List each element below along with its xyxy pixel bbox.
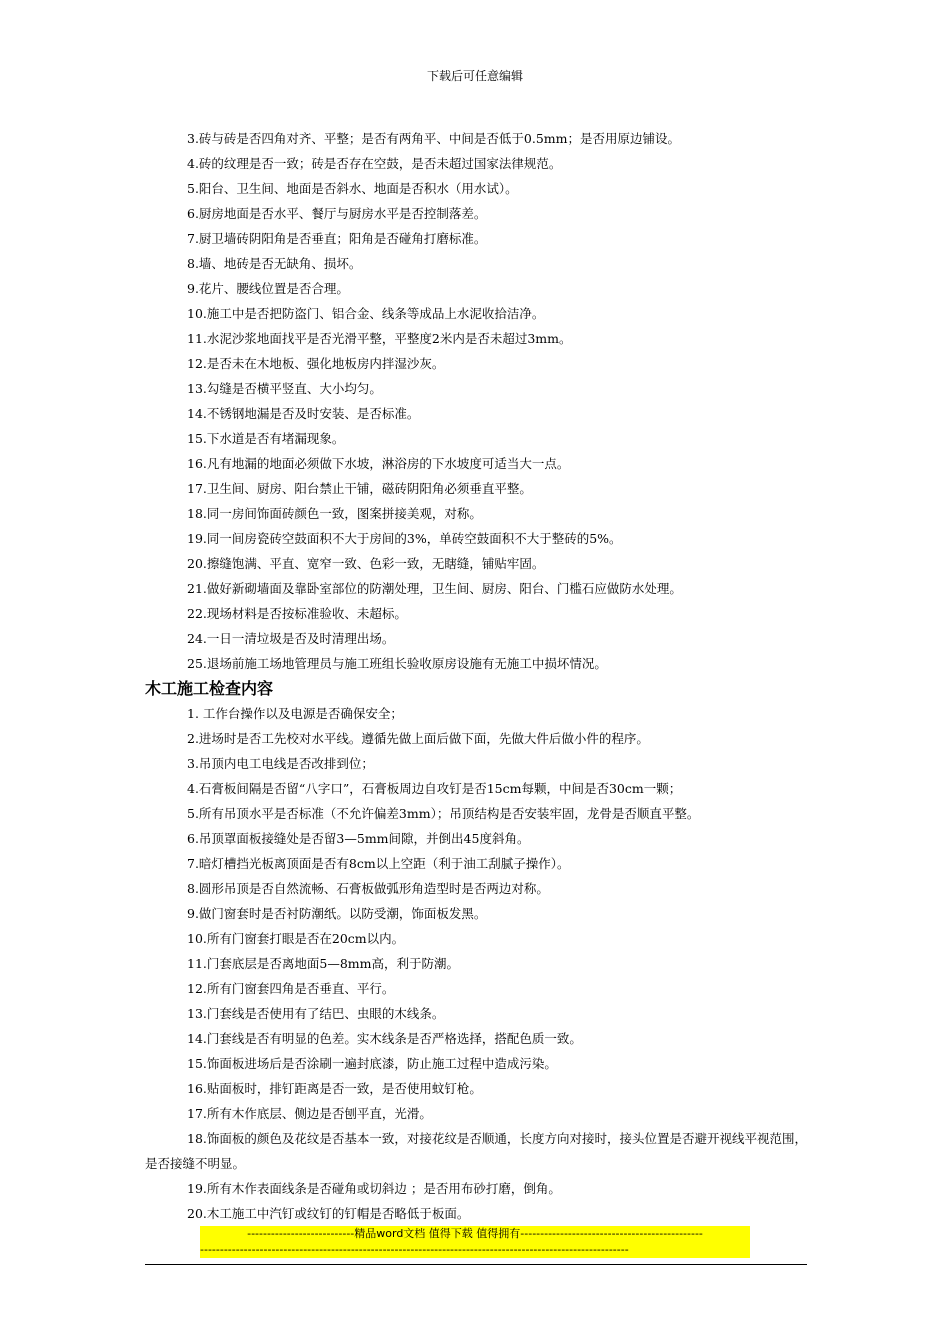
checklist-item: 14.门套线是否有明显的色差。实木线条是否严格选择，搭配色质一致。 bbox=[187, 1031, 582, 1046]
checklist-item: 13.门套线是否使用有了结巴、虫眼的木线条。 bbox=[187, 1006, 445, 1021]
checklist-item: 18.同一房间饰面砖颜色一致，图案拼接美观，对称。 bbox=[187, 506, 482, 521]
checklist-item: 9.花片、腰线位置是否合理。 bbox=[187, 281, 349, 296]
checklist-item: 2.进场时是否工先校对水平线。遵循先做上面后做下面，先做大件后做小件的程序。 bbox=[187, 731, 649, 746]
document-body bbox=[145, 126, 807, 1226]
checklist-item: 7.暗灯槽挡光板离顶面是否有8cm以上空距（利于油工刮腻子操作）。 bbox=[187, 856, 570, 871]
checklist-item: 15.下水道是否有堵漏现象。 bbox=[187, 431, 345, 446]
footer-banner bbox=[200, 1226, 750, 1258]
checklist-item: 16.贴面板时，排钉距离是否一致，是否使用蚊钉枪。 bbox=[187, 1081, 482, 1096]
checklist-item: 21.做好新砌墙面及靠卧室部位的防潮处理，卫生间、厨房、阳台、门槛石应做防水处理。 bbox=[187, 581, 682, 596]
checklist-item: 20.擦缝饱满、平直、宽窄一致、色彩一致，无瞎缝，铺贴牢固。 bbox=[187, 556, 545, 571]
checklist-item: 13.勾缝是否横平竖直、大小均匀。 bbox=[187, 381, 382, 396]
checklist-item: 6.厨房地面是否水平、餐厅与厨房水平是否控制落差。 bbox=[187, 206, 487, 221]
checklist-item: 3.砖与砖是否四角对齐、平整；是否有两角平、中间是否低于0.5mm；是否用原边铺设。 bbox=[187, 131, 681, 146]
checklist-item: 1. 工作台操作以及电源是否确保安全； bbox=[187, 706, 403, 721]
checklist-item: 10.施工中是否把防盗门、铝合金、线条等成品上水泥收拾洁净。 bbox=[187, 306, 545, 321]
checklist-item: 20.木工施工中汽钉或纹钉的钉帽是否略低于板面。 bbox=[187, 1206, 470, 1221]
footer-divider bbox=[145, 1264, 807, 1265]
checklist-item: 17.卫生间、厨房、阳台禁止干铺，磁砖阴阳角必须垂直平整。 bbox=[187, 481, 532, 496]
checklist-item: 6.吊顶罩面板接缝处是否留3—5mm间隙，并倒出45度斜角。 bbox=[187, 831, 530, 846]
checklist-item: 8.墙、地砖是否无缺角、损坏。 bbox=[187, 256, 362, 271]
checklist-item: 12.所有门窗套四角是否垂直、平行。 bbox=[187, 981, 395, 996]
checklist-item: 3.吊顶内电工电线是否改排到位； bbox=[187, 756, 374, 771]
checklist-item: 14.不锈钢地漏是否及时安装、是否标准。 bbox=[187, 406, 420, 421]
checklist-item: 24.一日一清垃圾是否及时清理出场。 bbox=[187, 631, 395, 646]
checklist-item: 19.所有木作表面线条是否碰角或切斜边 ；是否用布砂打磨，倒角。 bbox=[187, 1181, 561, 1196]
checklist-item: 12.是否未在木地板、强化地板房内拌湿沙灰。 bbox=[187, 356, 445, 371]
tile-checklist bbox=[145, 126, 807, 676]
checklist-item: 16.凡有地漏的地面必须做下水坡，淋浴房的下水坡度可适当大一点。 bbox=[187, 456, 570, 471]
section-heading: 木工施工检查内容 bbox=[145, 679, 274, 698]
footer-banner-line bbox=[200, 1226, 750, 1242]
checklist-item: 15.饰面板进场后是否涂刷一遍封底漆，防止施工过程中造成污染。 bbox=[187, 1056, 557, 1071]
footer-banner-text: 精品word文档 值得下载 值得拥有 bbox=[354, 1227, 521, 1240]
checklist-item: 8.圆形吊顶是否自然流畅、石膏板做弧形角造型时是否两边对称。 bbox=[187, 881, 549, 896]
checklist-item: 25.退场前施工场地管理员与施工班组长验收原房设施有无施工中损坏情况。 bbox=[187, 656, 607, 671]
checklist-item: 17.所有木作底层、侧边是否刨平直，光滑。 bbox=[187, 1106, 432, 1121]
page-header: 下载后可任意编辑 bbox=[426, 69, 523, 83]
checklist-item: 11.门套底层是否离地面5—8mm高，利于防潮。 bbox=[187, 956, 459, 971]
footer-dashes-left: --------------------------- bbox=[247, 1227, 355, 1240]
checklist-item: 5.所有吊顶水平是否标准（不允许偏差3mm）；吊顶结构是否安装牢固，龙骨是否顺直平整。 bbox=[187, 806, 700, 821]
checklist-item: 4.砖的纹理是否一致；砖是否存在空鼓，是否未超过国家法律规范。 bbox=[187, 156, 562, 171]
checklist-item: 19.同一间房瓷砖空鼓面积不大于房间的3%，单砖空鼓面积不大于整砖的5%。 bbox=[187, 531, 622, 546]
checklist-item-wrapped: 18.饰面板的颜色及花纹是否基本一致，对接花纹是否顺通，长度方向对接时，接头位置是否避开视线平视范围，是否接缝不明显。 bbox=[145, 1131, 807, 1171]
woodwork-checklist bbox=[145, 701, 807, 1226]
checklist-item: 22.现场材料是否按标准验收、未超标。 bbox=[187, 606, 407, 621]
footer-dashes-line: ------------------------------------------------------------------------------------------------------------ bbox=[200, 1243, 629, 1256]
checklist-item: 7.厨卫墙砖阴阳角是否垂直；阳角是否碰角打磨标准。 bbox=[187, 231, 487, 246]
checklist-item: 11.水泥沙浆地面找平是否光滑平整，平整度2米内是否未超过3mm。 bbox=[187, 331, 572, 346]
footer-dashes-right: ---------------------------------------------- bbox=[520, 1227, 703, 1240]
checklist-item: 10.所有门窗套打眼是否在20cm以内。 bbox=[187, 931, 405, 946]
checklist-item: 9.做门窗套时是否衬防潮纸。以防受潮，饰面板发黑。 bbox=[187, 906, 487, 921]
checklist-item: 4.石膏板间隔是否留“八字口”，石膏板周边自攻钉是否15cm每颗，中间是否30cm一颗； bbox=[187, 781, 682, 796]
checklist-item: 5.阳台、卫生间、地面是否斜水、地面是否积水（用水试）。 bbox=[187, 181, 518, 196]
